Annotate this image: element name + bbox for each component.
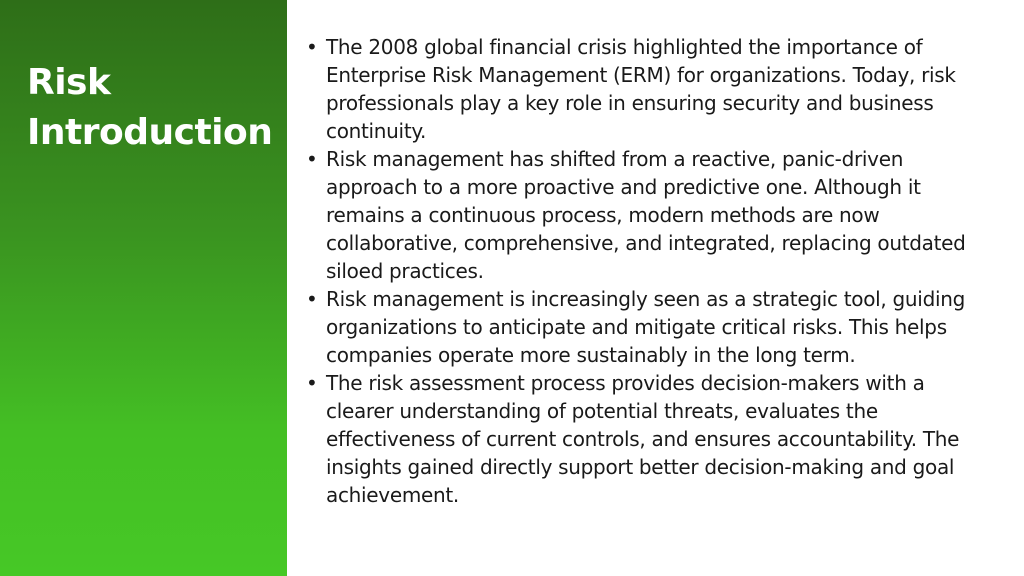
slide-title-line-1: Risk — [27, 62, 111, 103]
title-sidebar — [0, 0, 287, 576]
bullet-dot-icon: • — [306, 35, 318, 59]
bullet-list — [306, 33, 986, 509]
slide-title-line-2: Introduction — [27, 112, 273, 153]
content-area — [306, 33, 986, 509]
bullet-item — [306, 369, 986, 509]
bullet-item — [306, 145, 986, 285]
bullet-text: Risk management has shifted from a reactive, panic-driven approach to a more proactive and predictive one. Although it remains a continuous process, modern methods are now collaborative, comprehensive, and integrated, replacing outdated siloed practices. — [326, 147, 966, 283]
bullet-dot-icon: • — [306, 371, 318, 395]
bullet-dot-icon: • — [306, 287, 318, 311]
bullet-text: The risk assessment process provides decision-makers with a clearer understanding of potential threats, evaluates the effectiveness of current controls, and ensures accountability. The insights gained directly support better decision-making and goal achievement. — [326, 371, 960, 507]
bullet-text: Risk management is increasingly seen as a strategic tool, guiding organizations to anticipate and mitigate critical risks. This helps companies operate more sustainably in the long term. — [326, 287, 965, 367]
bullet-text: The 2008 global financial crisis highlighted the importance of Enterprise Risk Management (ERM) for organizations. Today, risk professionals play a key role in ensuring security and business continuity. — [326, 35, 956, 143]
bullet-item — [306, 33, 986, 145]
bullet-dot-icon: • — [306, 147, 318, 171]
slide-title — [27, 58, 282, 158]
bullet-item — [306, 285, 986, 369]
